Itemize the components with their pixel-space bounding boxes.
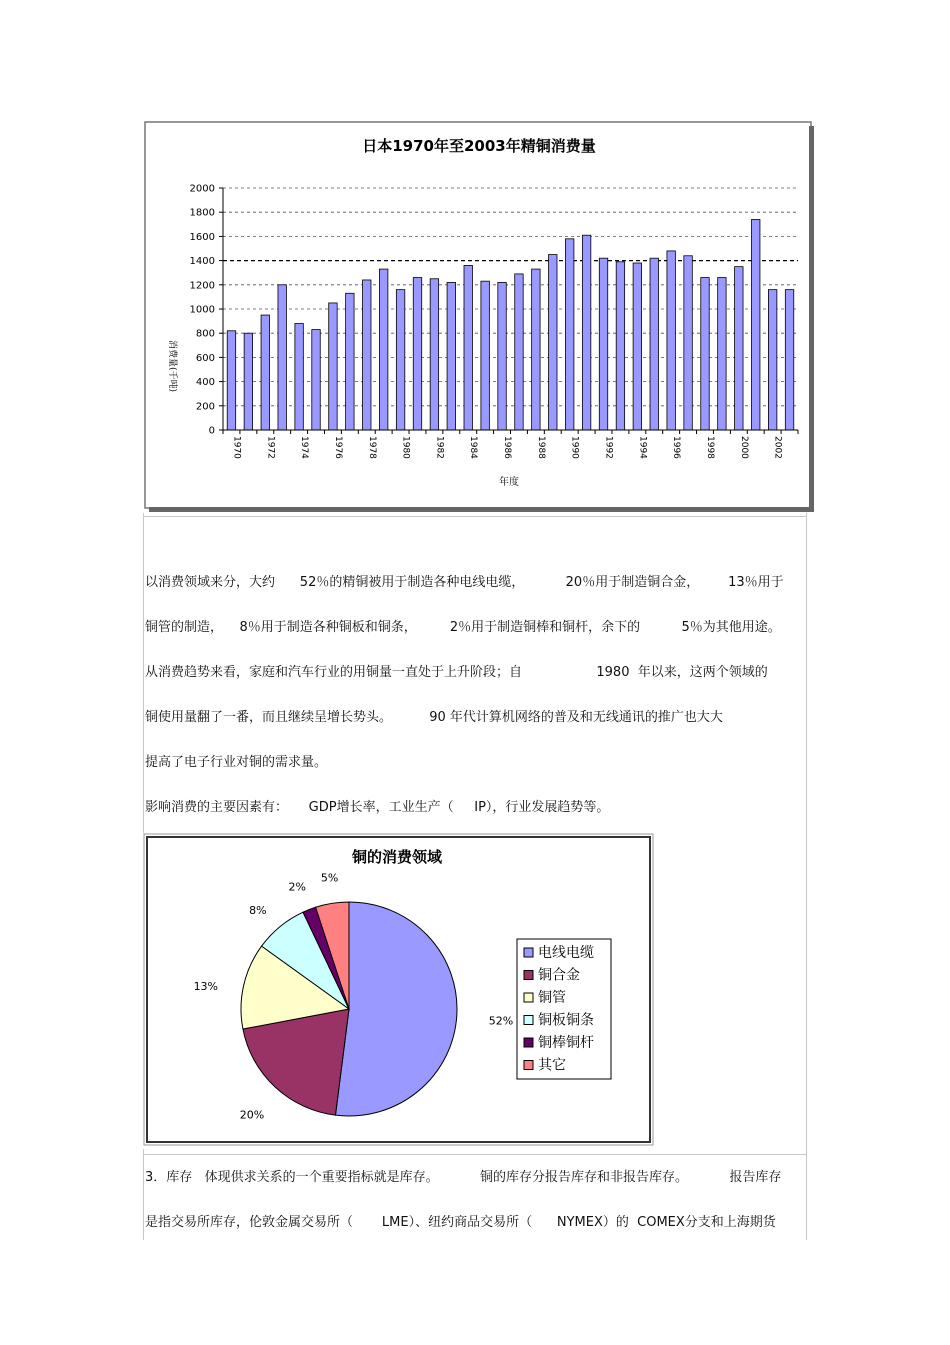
bar-chart-title: 日本1970年至2003年精铜消费量: [362, 137, 596, 155]
y-tick-label: 800: [195, 328, 215, 340]
bar: [633, 263, 641, 430]
bar: [430, 279, 438, 430]
bar-chart-shadow-right: [809, 126, 814, 510]
pie-slice-label: 8%: [249, 904, 267, 918]
x-tick-label: 1980: [400, 436, 411, 459]
bar: [735, 267, 743, 430]
paragraph-line-trend-3: 提高了电子行业对铜的需求量。: [145, 755, 328, 770]
legend-label: 铜管: [538, 990, 566, 1006]
bar-chart-shadow-bottom: [149, 507, 814, 512]
bar: [396, 290, 404, 430]
bar: [447, 282, 455, 430]
bar: [261, 315, 269, 430]
paragraph-line-factors: 影响消费的主要因素有： GDP增长率，工业生产（ IP），行业发展趋势等。: [145, 800, 610, 815]
pie-chart-title: 铜的消费领域: [351, 848, 443, 866]
paragraph-line-trend-1: 从消费趋势来看，家庭和汽车行业的用铜量一直处于上升阶段；自 1980 年以来，这两个领域的: [145, 665, 768, 680]
x-tick-label: 1970: [231, 436, 242, 459]
bar: [329, 303, 337, 430]
pie-slice-label: 20%: [239, 1108, 265, 1122]
bar: [532, 269, 540, 430]
x-tick-label: 1976: [332, 436, 343, 459]
pie-slice-label: 13%: [193, 980, 219, 994]
bar: [565, 239, 573, 430]
x-tick-label: 1982: [434, 436, 445, 459]
bar: [379, 269, 387, 430]
x-tick-label: 1992: [603, 436, 614, 459]
legend-label: 电线电缆: [538, 945, 594, 961]
x-tick-label: 1984: [468, 436, 479, 459]
x-tick-label: 1974: [299, 436, 310, 459]
bar: [667, 251, 675, 430]
y-tick-label: 400: [195, 377, 215, 389]
y-tick-label: 1000: [189, 304, 215, 316]
x-tick-label: 1972: [265, 436, 276, 459]
bar: [599, 258, 607, 430]
bar: [515, 274, 523, 430]
bar: [413, 278, 421, 430]
x-tick-label: 2002: [772, 436, 783, 459]
bar: [616, 262, 624, 430]
x-tick-label: 1998: [704, 436, 715, 459]
bar: [464, 265, 472, 430]
pie-chart-slices: [241, 902, 457, 1116]
bar: [227, 331, 235, 430]
bar-chart: [143, 120, 815, 513]
bar-chart-y-label: 消费量(千吨): [167, 339, 177, 393]
paragraph-line-consumption-2: 铜管的制造， 8％用于制造各种铜板和铜条， 2％用于制造铜棒和铜杆，余下的 5％为其他用途。: [145, 620, 781, 635]
frame-separator-line-2: [143, 1154, 807, 1155]
bar: [498, 282, 506, 430]
bar: [768, 290, 776, 430]
y-tick-label: 0: [208, 425, 215, 437]
paragraph-line-trend-2: 铜使用量翻了一番，而且继续呈增长势头。 90 年代计算机网络的普及和无线通讯的推广也大大: [145, 710, 723, 725]
y-tick-label: 2000: [189, 183, 215, 195]
legend-swatch: [524, 1061, 533, 1070]
pie-chart: [143, 833, 656, 1149]
x-tick-label: 1988: [535, 436, 546, 459]
legend-label: 其它: [538, 1057, 566, 1074]
bar-chart-x-label: 年度: [499, 477, 519, 488]
bar: [278, 285, 286, 430]
bar: [244, 333, 252, 430]
legend-swatch: [524, 971, 533, 980]
bar: [701, 278, 709, 430]
paragraph-line-inventory-2: 是指交易所库存，伦敦金属交易所（ LME）、纽约商品交易所（ NYMEX）的 COMEX分支和上海期货: [145, 1215, 776, 1230]
x-tick-label: 1990: [569, 436, 580, 459]
paragraph-line-inventory-1: 3．库存 体现供求关系的一个重要指标就是库存。 铜的库存分报告库存和非报告库存。 报告库存: [145, 1170, 782, 1185]
y-tick-label: 1400: [189, 256, 215, 268]
legend-swatch: [524, 993, 533, 1002]
bar: [295, 324, 303, 430]
legend-label: 铜板铜条: [538, 1012, 594, 1029]
legend-label: 铜棒铜杆: [538, 1035, 594, 1051]
legend-label: 铜合金: [538, 967, 580, 984]
y-tick-label: 1800: [189, 207, 215, 219]
bar: [684, 256, 692, 430]
y-tick-label: 600: [195, 352, 215, 364]
legend-swatch: [524, 948, 533, 957]
bar: [582, 235, 590, 430]
legend-swatch: [524, 1038, 533, 1047]
x-tick-label: 1978: [366, 436, 377, 459]
y-tick-label: 1200: [189, 280, 215, 292]
bar: [346, 293, 354, 430]
bar: [650, 258, 658, 430]
pie-slice-label: 5%: [320, 871, 339, 885]
x-tick-label: 2000: [738, 436, 749, 459]
legend-swatch: [524, 1016, 533, 1025]
bar: [363, 280, 371, 430]
bar: [312, 330, 320, 430]
bar-chart-figure: [143, 120, 815, 513]
bar: [751, 219, 759, 430]
paragraph-line-consumption-1: 以消费领域来分，大约 52％的精铜被用于制造各种电线电缆， 20％用于制造铜合金， 13％用于: [145, 575, 784, 590]
pie-chart-figure: [143, 833, 656, 1149]
bar: [718, 278, 726, 430]
y-tick-label: 1600: [189, 231, 215, 243]
bar: [481, 281, 489, 430]
x-tick-label: 1994: [637, 436, 648, 459]
bar: [549, 255, 557, 430]
x-tick-label: 1986: [502, 436, 513, 459]
pie-slice-label: 2%: [288, 880, 307, 894]
x-tick-label: 1996: [671, 436, 682, 459]
pie-slice-label: 52%: [488, 1014, 514, 1028]
frame-separator-line: [143, 516, 807, 517]
bar: [785, 290, 793, 430]
y-tick-label: 200: [195, 401, 215, 413]
